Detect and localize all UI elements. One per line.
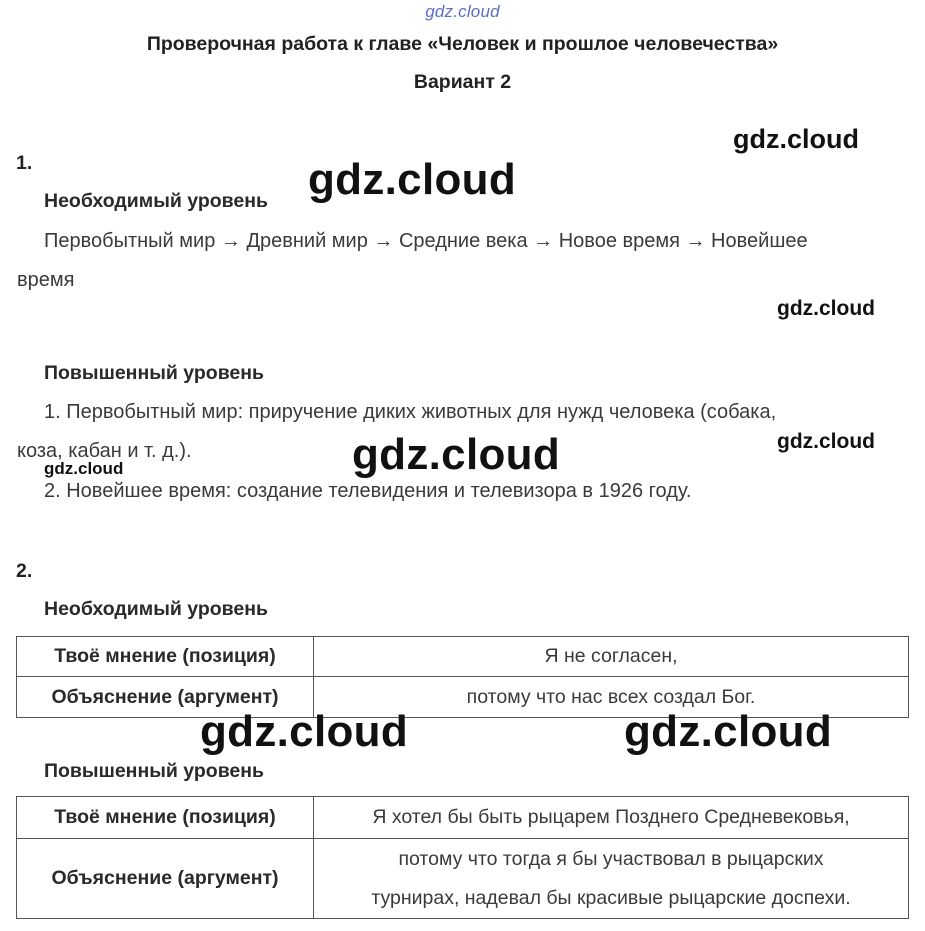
watermark: gdz.cloud — [777, 430, 875, 453]
task-2-required-table — [16, 636, 909, 718]
argument-value-line-2: турнирах, надевал бы красивые рыцарские доспехи. — [371, 886, 851, 909]
task-1-required-line-2: время — [17, 269, 75, 291]
watermark: gdz.cloud — [352, 430, 561, 479]
task-2-advanced-heading: Повышенный уровень — [44, 760, 265, 782]
top-watermark: gdz.cloud — [425, 2, 500, 21]
table-row — [17, 637, 909, 677]
task-1-number: 1. — [16, 152, 33, 174]
argument-label: Объяснение (аргумент) — [17, 839, 314, 919]
task-2-required-heading: Необходимый уровень — [44, 598, 269, 620]
watermark: gdz.cloud — [308, 155, 517, 204]
task-1-advanced-item-2: 2. Новейшее время: создание телевидения и телевизора в 1926 году. — [44, 480, 692, 502]
table-row — [17, 839, 909, 919]
task-2-advanced-table — [16, 796, 909, 919]
watermark: gdz.cloud — [733, 124, 859, 154]
argument-value-line-1: потому что тогда я бы участвовал в рыцарских — [398, 847, 824, 870]
watermark: gdz.cloud — [200, 707, 409, 756]
argument-value — [314, 839, 909, 919]
task-1-advanced-item-1-line-2: коза, кабан и т. д.). — [17, 440, 192, 462]
position-label: Твоё мнение (позиция) — [17, 637, 314, 677]
page-title: Проверочная работа к главе «Человек и прошлое человечества» — [146, 33, 779, 55]
task-1-advanced-heading: Повышенный уровень — [44, 362, 265, 384]
argument-label: Объяснение (аргумент) — [17, 677, 314, 718]
task-2-number: 2. — [16, 560, 33, 582]
position-value: Я хотел бы быть рыцарем Позднего Средневековья, — [314, 797, 909, 839]
task-1-advanced-item-1-line-1: 1. Первобытный мир: приручение диких животных для нужд человека (собака, — [44, 401, 777, 423]
watermark: gdz.cloud — [624, 707, 833, 756]
argument-value: потому что нас всех создал Бог. — [314, 677, 909, 718]
task-1-required-line-1: Первобытный мир → Древний мир → Средние века → Новое время → Новейшее — [44, 230, 808, 252]
table-row — [17, 797, 909, 839]
page-subtitle: Вариант 2 — [413, 71, 512, 93]
position-label: Твоё мнение (позиция) — [17, 797, 314, 839]
watermark: gdz.cloud — [777, 297, 875, 320]
position-value: Я не согласен, — [314, 637, 909, 677]
watermark: gdz.cloud — [44, 459, 124, 478]
task-1-required-heading: Необходимый уровень — [44, 190, 269, 212]
